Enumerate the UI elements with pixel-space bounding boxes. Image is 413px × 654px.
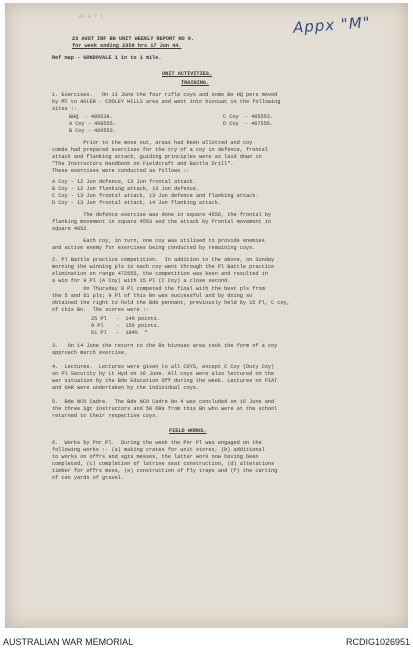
text-line: of this Bn. The scores were :-	[52, 307, 149, 313]
text-line: 5. Bde NCO Cadre. The Bde NCO Cadre No 4 was concluded on 16 June and	[52, 399, 275, 405]
archive-footer	[0, 628, 413, 654]
site-entry: C Coy - 465553.	[223, 114, 274, 120]
schedule-line: A Coy - 12 Jun defence, 13 Jun frontal attack.	[52, 179, 196, 185]
text-line: approach march exercise.	[52, 350, 128, 356]
report-title: 23 AUST INF BN UNIT WEEKLY REPORT NO 9.	[72, 36, 195, 42]
site-entry: B Coy - 466553.	[69, 128, 116, 134]
document-page	[5, 3, 408, 628]
text-line: The defence exercise was done in square 4556, the frontal by	[52, 212, 272, 218]
text-line: timber for offrs mess, (e) construction of fly traps and (f) the carting	[52, 468, 278, 474]
text-line: morning the winning pls in each coy went through the Pl Battle practice	[52, 264, 275, 270]
text-line: obtained the right to hold the Bde pennant, previously held by 15 Pl, C coy,	[52, 300, 290, 306]
report-week: for week ending 2359 hrs 17 Jun 44.	[72, 43, 182, 49]
text-line: On Thursday 9 Pl competed the final with the best pls from	[52, 286, 265, 292]
text-line: returned to their respective coys.	[52, 413, 159, 419]
text-line: 1. Exercises. On 11 June the four rifle coys and some Bn HQ pers moved	[52, 92, 278, 98]
section-subtitle-training: TRAINING.	[181, 80, 210, 86]
text-line: These exercises were conducted as follows :-	[52, 168, 190, 174]
section-title-field-works: FIELD WORKS.	[169, 428, 207, 434]
score-line: 25 Pl - 149 points.	[91, 316, 160, 322]
text-line: of ten yards of gravel.	[52, 475, 124, 481]
site-entry: D Coy - 467556.	[223, 121, 274, 127]
text-line: a win for 9 Pl (A Coy) with 15 Pl (C Coy) a close second.	[52, 278, 231, 284]
schedule-line: D Coy - 13 Jun frontal attack, 14 Jun flanking attack.	[52, 200, 221, 206]
text-line: attack and flanking attack, guiding principles were as laid down in	[52, 154, 262, 160]
text-line: sites :-	[52, 106, 78, 112]
text-line: war situation by the Bde Education Off during the week. Lectures on PIAT	[52, 378, 278, 384]
text-line: flanking movement in square 4553 and the attack by frontal movement in	[52, 219, 272, 225]
text-line: completed, (c) completion of latrine seat construction, (d) alterations	[52, 461, 275, 467]
archive-name: AUSTRALIAN WAR MEMORIAL	[3, 637, 134, 647]
text-line: following works :- (a) making crates for unit stores, (b) additional	[52, 447, 265, 453]
text-line: square 4652.	[52, 226, 90, 232]
text-line: 4. Lectures. Lectures were given to all COYS, except C Coy (Duty Coy)	[52, 364, 275, 370]
text-line: Each coy, in turn, one coy was utilised to provide enemies	[52, 238, 265, 244]
text-line: 6. Works by Pnr Pl. During the week the Pnr Pl was engaged on the	[52, 440, 262, 446]
text-line: comds had prepared exercises for the try of a coy in defence, frontal	[52, 147, 268, 153]
text-line: the 5 and 61 pls; 9 Pl of this Bn was successful and by doing so	[52, 293, 253, 299]
schedule-line: B Coy - 12 Jun flanking attack, 13 Jun defence.	[52, 186, 200, 192]
text-line: Prior to the move out, areas had been allotted and coy	[52, 140, 253, 146]
text-line: on Pl Security by Lt Hyd on 16 June. All coys were also lectured on the	[52, 371, 275, 377]
handwritten-annotation: Appx "M"	[292, 13, 372, 37]
text-line: by MT to ADLER - COOLEY HILLS area and went into bivouac in the following	[52, 99, 281, 105]
text-line: and active enemy for exercises being conducted by remaining coys.	[52, 245, 256, 251]
site-entry: A Coy - 469555.	[69, 121, 116, 127]
text-line: 3. On 14 June the return to the Bn bivouac area took the form of a coy	[52, 343, 278, 349]
text-line: the three Sgt instructors and 50 ORs from this Bn who were at the school	[52, 406, 278, 412]
text-line: to works on offrs and sgts messes, the latter work now having been	[52, 454, 259, 460]
text-line: and OAR were undertaken by the individual coys.	[52, 385, 200, 391]
schedule-line: C Coy - 13 Jun frontal attack, 13 Jun defence and flanking attack.	[52, 193, 259, 199]
section-title-unit-activities: UNIT ACTIVITIES.	[162, 71, 213, 77]
archive-stamp: A/ 0 7 1	[79, 14, 104, 20]
score-line: 9 Pl - 159 points.	[91, 323, 160, 329]
text-line: "The Instructors Handbook on Fieldcraft and Battle Drill".	[52, 161, 234, 167]
score-line: 61 Pl - 184½ "	[91, 330, 148, 336]
site-entry: BHQ - 489538.	[69, 114, 113, 120]
record-id: RCDIG1026951	[345, 637, 410, 647]
text-line: 2. Pl Battle practice competition. In addition to the above, on Sunday	[52, 257, 275, 263]
text-line: elimination on range 472555, the competition was keen and resulted in	[52, 271, 268, 277]
reference-map: Ref map - GONDOVALE 1 in to 1 mile.	[52, 55, 162, 61]
